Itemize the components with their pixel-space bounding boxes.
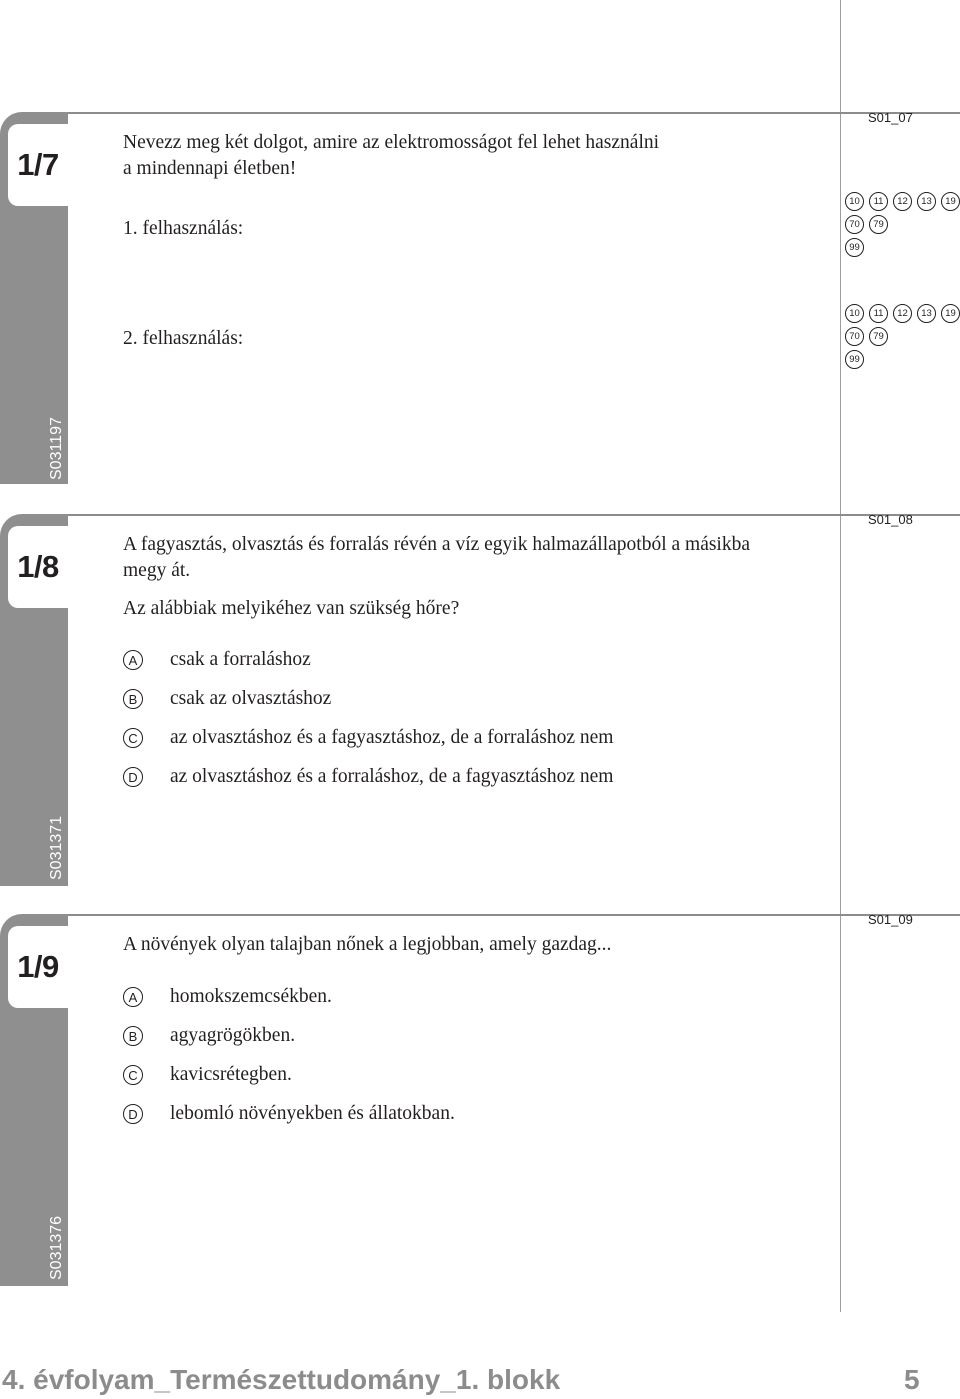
question-text: A növények olyan talajban nőnek a legjobban, amely gazdag... xyxy=(123,934,612,955)
footer-title: 4. évfolyam_Természettudomány_1. blokk xyxy=(2,1364,561,1395)
scoring-codes-2 xyxy=(845,302,960,371)
code-circle[interactable]: 11 xyxy=(869,192,888,211)
side-code: S031371 xyxy=(48,815,65,880)
option-text: az olvasztáshoz és a fagyasztáshoz, de a forraláshoz nem xyxy=(170,727,614,748)
code-circle[interactable]: 10 xyxy=(845,304,864,323)
option-letter[interactable]: C xyxy=(123,1065,143,1085)
option-a[interactable] xyxy=(123,649,311,670)
side-tab xyxy=(0,514,68,886)
option-b[interactable] xyxy=(123,1025,296,1046)
option-letter[interactable]: D xyxy=(123,767,143,787)
option-d[interactable] xyxy=(123,1103,455,1124)
code-circle[interactable]: 79 xyxy=(869,327,888,346)
code-circle[interactable]: 70 xyxy=(845,327,864,346)
answer-1-label: 1. felhasználás: xyxy=(123,218,244,239)
option-letter[interactable]: A xyxy=(123,650,143,670)
answer-2-label: 2. felhasználás: xyxy=(123,328,244,349)
question-number: 1/9 xyxy=(8,926,68,1008)
code-circle[interactable]: 11 xyxy=(869,304,888,323)
code-circle[interactable]: 99 xyxy=(845,238,864,257)
question-1-7 xyxy=(0,112,960,484)
code-circle[interactable]: 79 xyxy=(869,215,888,234)
question-text-line: A fagyasztás, olvasztás és forralás révén a víz egyik halmazállapotból a másikba xyxy=(123,534,751,555)
scoring-codes-1 xyxy=(845,190,960,259)
question-text-line: megy át. xyxy=(123,560,191,581)
option-letter[interactable]: A xyxy=(123,987,143,1007)
option-b[interactable] xyxy=(123,688,332,709)
question-text xyxy=(123,532,750,584)
page-number: 5 xyxy=(904,1364,920,1395)
code-circle[interactable]: 19 xyxy=(941,304,960,323)
code-circle[interactable]: 13 xyxy=(917,304,936,323)
option-c[interactable] xyxy=(123,727,614,748)
item-code: S01_09 xyxy=(868,912,913,927)
code-circle[interactable]: 12 xyxy=(893,304,912,323)
option-letter[interactable]: B xyxy=(123,689,143,709)
code-circle[interactable]: 12 xyxy=(893,192,912,211)
option-text: lebomló növényekben és állatokban. xyxy=(170,1103,455,1124)
question-1-8 xyxy=(0,514,960,886)
side-code: S031376 xyxy=(48,1215,65,1280)
item-code: S01_07 xyxy=(868,110,913,125)
block-top-line xyxy=(68,914,960,916)
block-top-line xyxy=(68,112,960,114)
code-circle[interactable]: 13 xyxy=(917,192,936,211)
option-text: agyagrögökben. xyxy=(170,1025,296,1046)
option-d[interactable] xyxy=(123,766,614,787)
question-text-line: Nevezz meg két dolgot, amire az elektromosságot fel lehet használni xyxy=(123,132,660,153)
code-circle[interactable]: 19 xyxy=(941,192,960,211)
question-1-9 xyxy=(0,914,960,1286)
code-circle[interactable]: 70 xyxy=(845,215,864,234)
side-code: S031197 xyxy=(48,417,65,480)
option-letter[interactable]: B xyxy=(123,1026,143,1046)
side-tab xyxy=(0,914,68,1286)
question-text xyxy=(123,130,659,182)
block-top-line xyxy=(68,514,960,516)
code-circle[interactable]: 99 xyxy=(845,350,864,369)
option-text: csak a forraláshoz xyxy=(170,649,311,670)
option-letter[interactable]: D xyxy=(123,1104,143,1124)
question-prompt: Az alábbiak melyikéhez van szükség hőre? xyxy=(123,598,460,619)
question-number: 1/8 xyxy=(8,526,68,608)
code-circle[interactable]: 10 xyxy=(845,192,864,211)
option-a[interactable] xyxy=(123,986,332,1007)
item-code: S01_08 xyxy=(868,512,913,527)
question-number: 1/7 xyxy=(8,124,68,206)
option-text: kavicsrétegben. xyxy=(170,1064,292,1085)
question-text-line: a mindennapi életben! xyxy=(123,158,297,179)
option-text: homokszemcsékben. xyxy=(170,986,332,1007)
option-text: csak az olvasztáshoz xyxy=(170,688,332,709)
option-c[interactable] xyxy=(123,1064,292,1085)
side-tab xyxy=(0,112,68,484)
option-text: az olvasztáshoz és a forraláshoz, de a fagyasztáshoz nem xyxy=(170,766,614,787)
option-letter[interactable]: C xyxy=(123,728,143,748)
